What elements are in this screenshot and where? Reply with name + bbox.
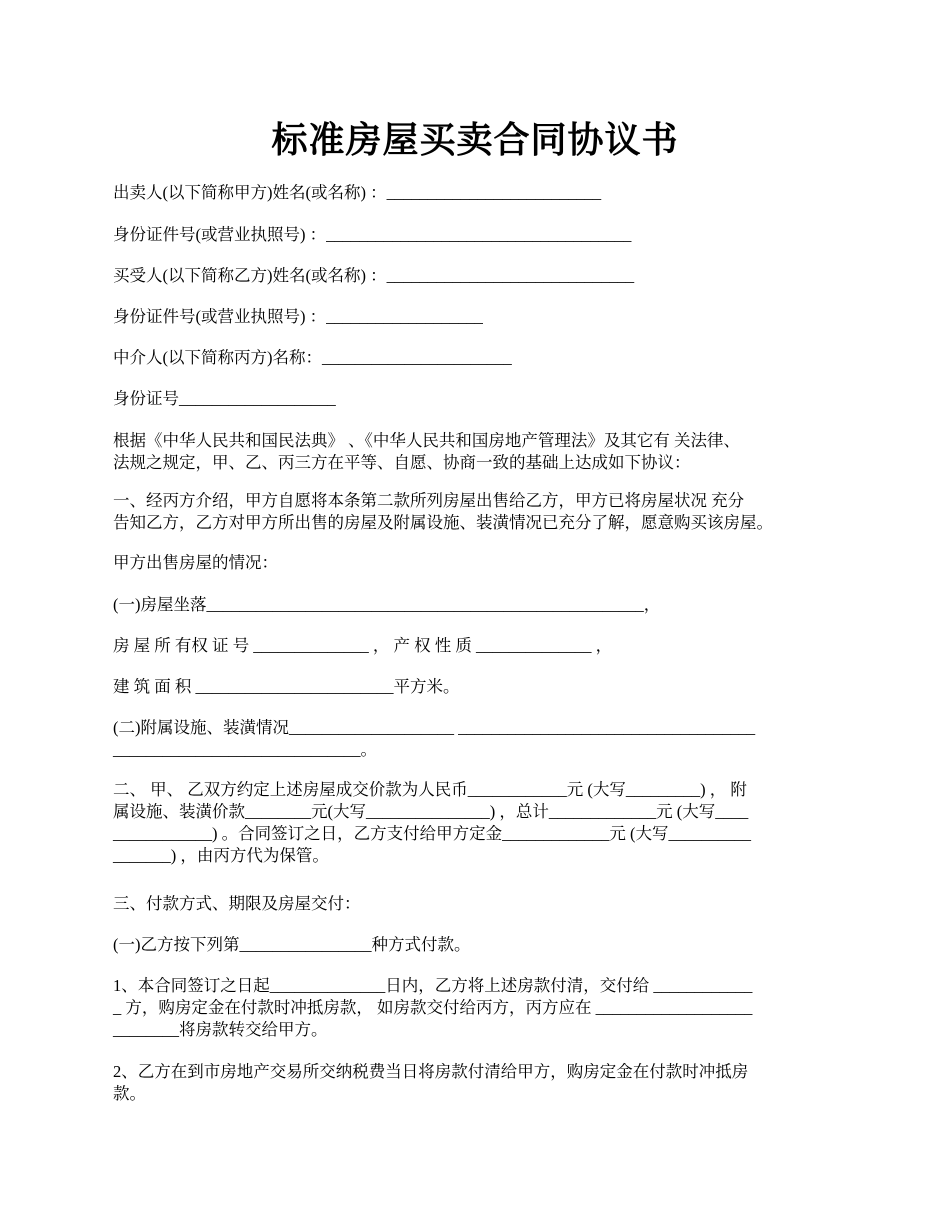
payment-method-line: (一)乙方按下列第________________种方式付款。 <box>113 935 471 954</box>
seller-id-line: 身份证件号(或营业执照号) ：_____________________________________ <box>113 225 632 244</box>
house-area-line: 建 筑 面 积 ________________________平方米。 <box>113 677 460 696</box>
clause-1-paragraph: 一、经丙方介绍，甲方自愿将本条第二款所列房屋出售给乙方，甲方已将房屋状况 充分 告知乙方，乙方对甲方所出售的房屋及附属设施、装潢情况已充分了解，愿意购买该房屋。 <box>113 491 773 532</box>
agent-id-line: 身份证号___________________ <box>113 389 336 408</box>
document-title: 标准房屋买卖合同协议书 <box>271 119 679 161</box>
buyer-id-line: 身份证件号(或营业执照号) ：___________________ <box>113 307 483 326</box>
clause-3-heading: 三、付款方式、期限及房屋交付： <box>113 894 361 913</box>
agent-name-line: 中介人(以下简称丙方)名称：_______________________ <box>113 348 512 367</box>
seller-name-line: 出卖人(以下简称甲方)姓名(或名称) ：__________________________ <box>113 183 602 202</box>
payment-option-1: 1、本合同签订之日起______________日内，乙方将上述房款付清，交付给 ____________ _ 方，购房定金在付款时冲抵房款， 如房款交付给丙方，丙方应在 ___________________ ________将房款转交给甲方。 <box>113 976 753 1039</box>
clause-2-paragraph: 二、 甲、 乙双方约定上述房屋成交价款为人民币____________元 (大写_________) ， 附 属设施、装潢价款________元(大写_______________) ，总计_____________元 (大写____ ____________) 。合同签订之日，乙方支付给甲方定金_____________元 (大写__________ _______) ，由丙方代为保管。 <box>113 780 751 865</box>
facilities-line: (二)附属设施、装潢情况____________________ ____________________________________ ______________________________。 <box>113 718 756 759</box>
preamble-paragraph: 根据《中华人民共和国民法典》 、《中华人民共和国房地产管理法》及其它有 关法律、 法规之规定，甲、乙、丙三方在平等、自愿、协商一致的基础上达成如下协议： <box>113 431 740 472</box>
house-info-heading: 甲方出售房屋的情况： <box>113 553 278 572</box>
house-location-line: (一)房屋坐落_____________________________________________________， <box>113 595 661 614</box>
buyer-name-line: 买受人(以下简称乙方)姓名(或名称) ：______________________________ <box>113 266 635 285</box>
house-cert-line: 房 屋 所 有权 证 号 ______________ ， 产 权 性 质 ______________ ， <box>113 636 613 655</box>
payment-option-2: 2、乙方在到市房地产交易所交纳税费当日将房款付清给甲方，购房定金在付款时冲抵房 款。 <box>113 1062 749 1103</box>
